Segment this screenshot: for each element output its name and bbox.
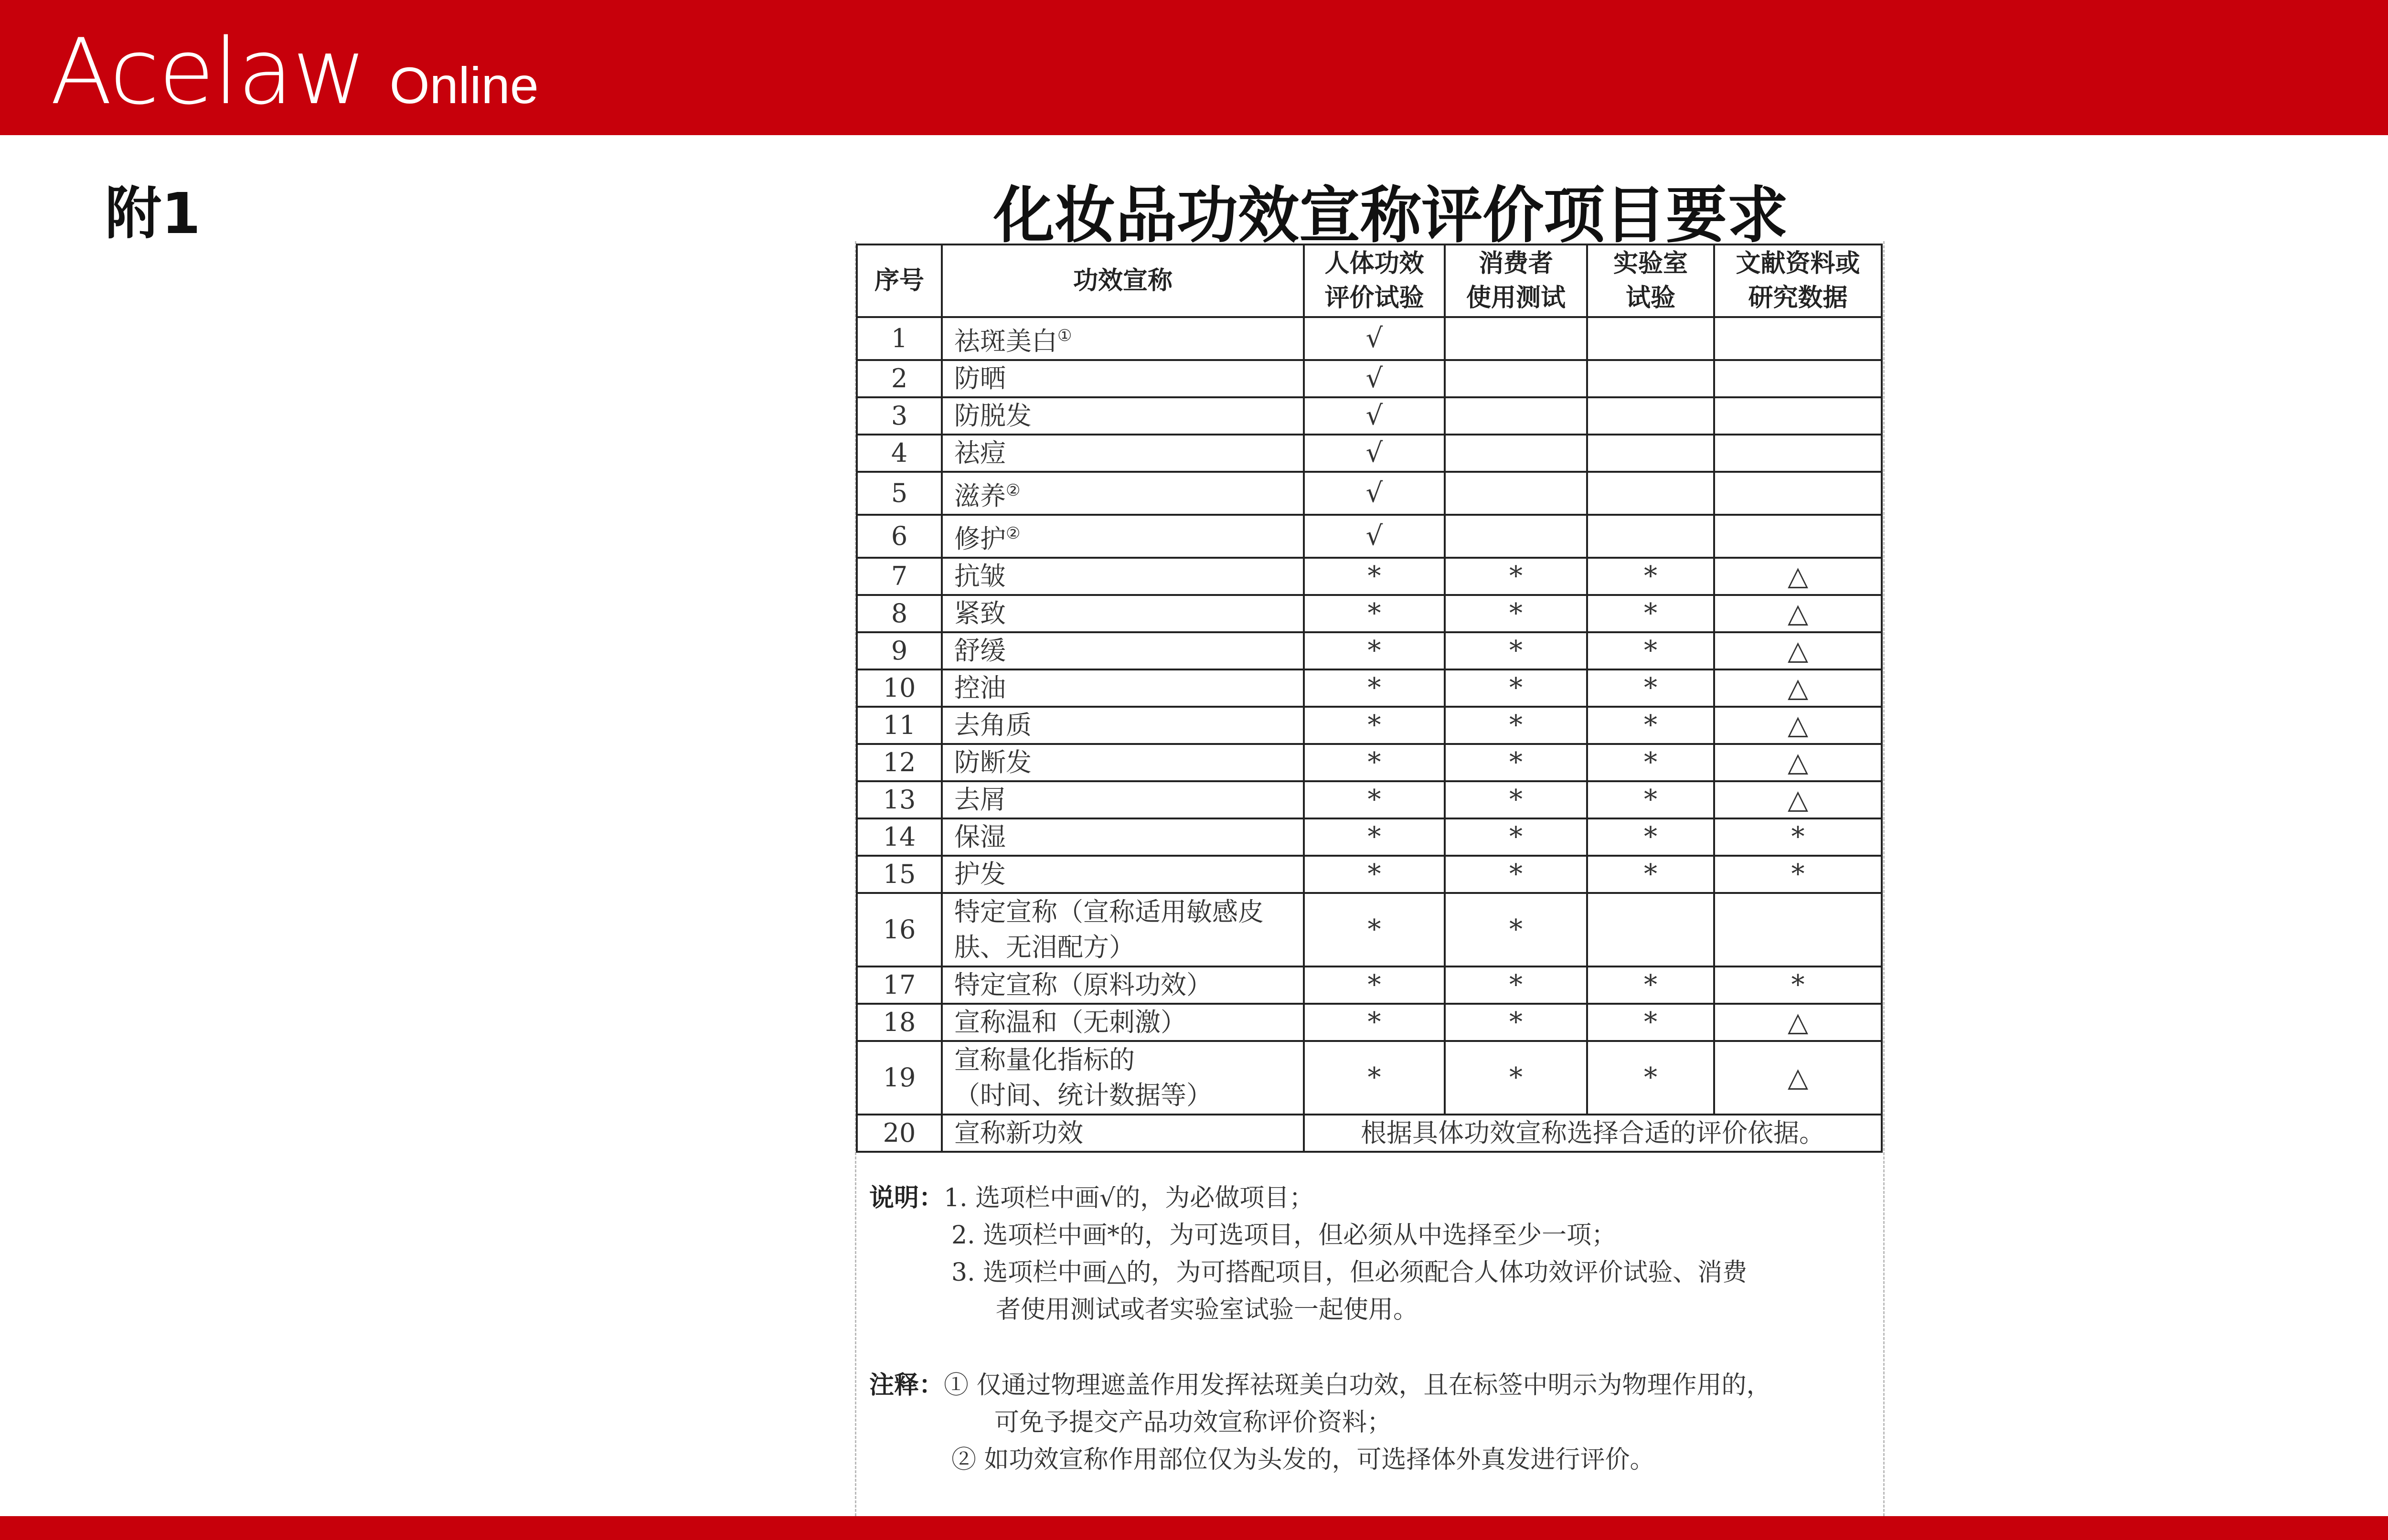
- table-row: [857, 397, 1882, 435]
- lab-test-mark: [1587, 515, 1714, 558]
- table-row: [857, 472, 1882, 515]
- table-row: [857, 669, 1882, 707]
- note-annot-2: ② 如功效宣称作用部位仅为头发的，可选择体外真发进行评价。: [951, 1445, 1655, 1474]
- consumer-test-mark: *: [1445, 818, 1587, 856]
- consumer-test-mark: [1445, 515, 1587, 558]
- claim-text: 宣称新功效: [954, 1118, 1083, 1148]
- lab-test-mark: *: [1587, 632, 1714, 669]
- human-test-mark: √: [1304, 397, 1445, 435]
- literature-mark: △: [1714, 744, 1882, 781]
- row-number: 16: [857, 893, 942, 966]
- table-row: [857, 632, 1882, 669]
- page-title: 化妆品功效宣称评价项目要求: [993, 180, 1789, 251]
- row-number: 7: [857, 558, 942, 595]
- table-row: [857, 317, 1882, 360]
- table-row: [857, 856, 1882, 893]
- consumer-test-mark: [1445, 472, 1587, 515]
- literature-mark: [1714, 317, 1882, 360]
- note-desc-3a: 3. 选项栏中画△的，为可搭配项目，但必须配合人体功效评价试验、消费: [951, 1258, 1748, 1287]
- lab-test-mark: [1587, 397, 1714, 435]
- consumer-test-mark: [1445, 397, 1587, 435]
- col-header-human: 人体功效 评价试验: [1304, 244, 1445, 317]
- claim-cell: [942, 1041, 1304, 1115]
- row-number: 20: [857, 1115, 942, 1152]
- row-number: 14: [857, 818, 942, 856]
- claim-cell: [942, 856, 1304, 893]
- literature-mark: [1714, 893, 1882, 966]
- claim-cell: [942, 558, 1304, 595]
- literature-mark: △: [1714, 558, 1882, 595]
- note-desc-3b: 者使用测试或者实验室试验一起使用。: [996, 1296, 1418, 1324]
- literature-mark: [1714, 360, 1882, 397]
- lab-test-mark: *: [1587, 966, 1714, 1004]
- consumer-test-mark: *: [1445, 707, 1587, 744]
- claim-cell: [942, 435, 1304, 472]
- table-row: [857, 818, 1882, 856]
- human-test-mark: *: [1304, 966, 1445, 1004]
- notes-description-label: 说明：: [869, 1184, 944, 1212]
- human-test-mark: *: [1304, 781, 1445, 818]
- human-test-mark: √: [1304, 435, 1445, 472]
- claim-cell: [942, 966, 1304, 1004]
- note-annot-1a: ① 仅通过物理遮盖作用发挥祛斑美白功效，且在标签中明示为物理作用的，: [944, 1371, 1771, 1400]
- brand-logo: [50, 19, 539, 125]
- table-row: [857, 707, 1882, 744]
- footer-bar: [0, 1516, 2388, 1540]
- footnote-marker: ②: [1006, 481, 1021, 500]
- row-number: 9: [857, 632, 942, 669]
- lab-test-mark: *: [1587, 1041, 1714, 1115]
- consumer-test-mark: *: [1445, 744, 1587, 781]
- claim-cell: [942, 707, 1304, 744]
- claim-cell: [942, 595, 1304, 632]
- consumer-test-mark: *: [1445, 781, 1587, 818]
- lab-test-mark: *: [1587, 818, 1714, 856]
- lab-test-mark: *: [1587, 707, 1714, 744]
- claim-cell: [942, 893, 1304, 966]
- claim-cell: [942, 1004, 1304, 1041]
- lab-test-mark: *: [1587, 558, 1714, 595]
- row-number: 1: [857, 317, 942, 360]
- literature-mark: [1714, 515, 1882, 558]
- row-number: 8: [857, 595, 942, 632]
- human-test-mark: *: [1304, 818, 1445, 856]
- claim-text: 防晒: [954, 363, 1006, 393]
- claim-text-line2: （时间、统计数据等）: [954, 1080, 1212, 1110]
- literature-mark: [1714, 472, 1882, 515]
- row-number: 5: [857, 472, 942, 515]
- consumer-test-mark: *: [1445, 558, 1587, 595]
- claim-cell: [942, 669, 1304, 707]
- lab-test-mark: [1587, 472, 1714, 515]
- table-row: [857, 515, 1882, 558]
- consumer-test-mark: *: [1445, 669, 1587, 707]
- notes-annotation-label: 注释：: [869, 1371, 944, 1400]
- literature-mark: [1714, 397, 1882, 435]
- row-number: 2: [857, 360, 942, 397]
- consumer-test-mark: *: [1445, 966, 1587, 1004]
- literature-mark: △: [1714, 1041, 1882, 1115]
- claim-cell: [942, 1115, 1304, 1152]
- literature-mark: *: [1714, 818, 1882, 856]
- human-test-mark: √: [1304, 360, 1445, 397]
- lab-test-mark: [1587, 435, 1714, 472]
- table-row: [857, 966, 1882, 1004]
- col-header-literature: 文献资料或 研究数据: [1714, 244, 1882, 317]
- human-test-mark: *: [1304, 669, 1445, 707]
- literature-mark: △: [1714, 632, 1882, 669]
- note-desc-2: 2. 选项栏中画*的，为可选项目，但必须从中选择至少一项；: [951, 1221, 1617, 1250]
- literature-mark: △: [1714, 707, 1882, 744]
- row-number: 12: [857, 744, 942, 781]
- claim-text: 控油: [954, 673, 1006, 703]
- lab-test-mark: *: [1587, 856, 1714, 893]
- table-row: [857, 558, 1882, 595]
- claims-table: [856, 244, 1883, 1153]
- lab-test-mark: [1587, 360, 1714, 397]
- human-test-mark: *: [1304, 856, 1445, 893]
- claim-text: 滋养: [954, 481, 1006, 511]
- table-row: [857, 595, 1882, 632]
- human-test-mark: *: [1304, 632, 1445, 669]
- table-row: [857, 744, 1882, 781]
- table-row: [857, 1115, 1882, 1152]
- literature-mark: *: [1714, 966, 1882, 1004]
- row-number: 10: [857, 669, 942, 707]
- lab-test-mark: [1587, 893, 1714, 966]
- human-test-mark: √: [1304, 317, 1445, 360]
- claim-text: 特定宣称（原料功效）: [954, 970, 1212, 1000]
- note-annot-1b: 可免予提交产品功效宣称评价资料；: [994, 1408, 1392, 1437]
- claim-text: 防脱发: [954, 401, 1032, 431]
- human-test-mark: *: [1304, 1041, 1445, 1115]
- lab-test-mark: *: [1587, 595, 1714, 632]
- table-row: [857, 360, 1882, 397]
- claim-text: 修护: [954, 524, 1006, 554]
- claim-text: 宣称温和（无刺激）: [954, 1007, 1186, 1037]
- row-number: 13: [857, 781, 942, 818]
- human-test-mark: *: [1304, 558, 1445, 595]
- row-number: 11: [857, 707, 942, 744]
- table-row: [857, 435, 1882, 472]
- lab-test-mark: *: [1587, 744, 1714, 781]
- claim-text: 特定宣称（宣称适用敏感皮: [954, 897, 1264, 927]
- claim-cell: [942, 360, 1304, 397]
- table-row: [857, 781, 1882, 818]
- human-test-mark: √: [1304, 515, 1445, 558]
- consumer-test-mark: *: [1445, 893, 1587, 966]
- claim-text: 紧致: [954, 598, 1006, 628]
- human-test-mark: *: [1304, 707, 1445, 744]
- col-header-claim: 功效宣称: [942, 244, 1304, 317]
- literature-mark: △: [1714, 595, 1882, 632]
- claim-cell: [942, 515, 1304, 558]
- human-test-mark: *: [1304, 744, 1445, 781]
- consumer-test-mark: *: [1445, 632, 1587, 669]
- literature-mark: *: [1714, 856, 1882, 893]
- claim-cell: [942, 781, 1304, 818]
- claim-cell: [942, 818, 1304, 856]
- claim-text: 宣称量化指标的: [954, 1045, 1135, 1075]
- claim-text: 护发: [954, 859, 1006, 889]
- consumer-test-mark: *: [1445, 1041, 1587, 1115]
- col-header-consumer: 消费者 使用测试: [1445, 244, 1587, 317]
- col-header-no: 序号: [857, 244, 942, 317]
- literature-mark: △: [1714, 669, 1882, 707]
- col-header-lab: 实验室 试验: [1587, 244, 1714, 317]
- row-number: 15: [857, 856, 942, 893]
- row-number: 4: [857, 435, 942, 472]
- consumer-test-mark: [1445, 317, 1587, 360]
- table-row: [857, 1004, 1882, 1041]
- consumer-test-mark: *: [1445, 1004, 1587, 1041]
- claim-cell: [942, 317, 1304, 360]
- notes-section: [869, 1179, 1872, 1478]
- claim-text: 祛斑美白: [954, 326, 1057, 356]
- footnote-marker: ①: [1057, 326, 1072, 345]
- appendix-label: 附1: [105, 181, 201, 246]
- brand-subtitle: Online: [389, 56, 539, 114]
- claim-cell: [942, 472, 1304, 515]
- human-test-mark: *: [1304, 1004, 1445, 1041]
- claim-text: 去角质: [954, 710, 1032, 740]
- claim-cell: [942, 397, 1304, 435]
- table-row: [857, 893, 1882, 966]
- table-header-row: [857, 244, 1882, 317]
- claim-text-line2: 肤、无泪配方）: [954, 932, 1135, 962]
- claim-text: 去屑: [954, 785, 1006, 815]
- lab-test-mark: *: [1587, 1004, 1714, 1041]
- footnote-marker: ②: [1006, 524, 1021, 543]
- claim-text: 保湿: [954, 822, 1006, 852]
- human-test-mark: *: [1304, 595, 1445, 632]
- lab-test-mark: *: [1587, 669, 1714, 707]
- note-desc-1: 1. 选项栏中画√的，为必做项目；: [944, 1184, 1314, 1212]
- consumer-test-mark: [1445, 360, 1587, 397]
- row-number: 17: [857, 966, 942, 1004]
- claim-cell: [942, 632, 1304, 669]
- claim-text: 舒缓: [954, 636, 1006, 666]
- claim-text: 抗皱: [954, 561, 1006, 591]
- claim-cell: [942, 744, 1304, 781]
- row-number: 6: [857, 515, 942, 558]
- literature-mark: △: [1714, 1004, 1882, 1041]
- lab-test-mark: [1587, 317, 1714, 360]
- human-test-mark: √: [1304, 472, 1445, 515]
- brand-name: Acelaw: [50, 19, 366, 125]
- lab-test-mark: *: [1587, 781, 1714, 818]
- evaluation-note-cell: 根据具体功效宣称选择合适的评价依据。: [1304, 1115, 1882, 1152]
- human-test-mark: *: [1304, 893, 1445, 966]
- row-number: 18: [857, 1004, 942, 1041]
- claim-text: 祛痘: [954, 438, 1006, 468]
- row-number: 19: [857, 1041, 942, 1115]
- row-number: 3: [857, 397, 942, 435]
- header-bar: [0, 0, 2388, 135]
- consumer-test-mark: [1445, 435, 1587, 472]
- literature-mark: [1714, 435, 1882, 472]
- table-row: [857, 1041, 1882, 1115]
- literature-mark: △: [1714, 781, 1882, 818]
- consumer-test-mark: *: [1445, 856, 1587, 893]
- consumer-test-mark: *: [1445, 595, 1587, 632]
- claim-text: 防断发: [954, 747, 1032, 777]
